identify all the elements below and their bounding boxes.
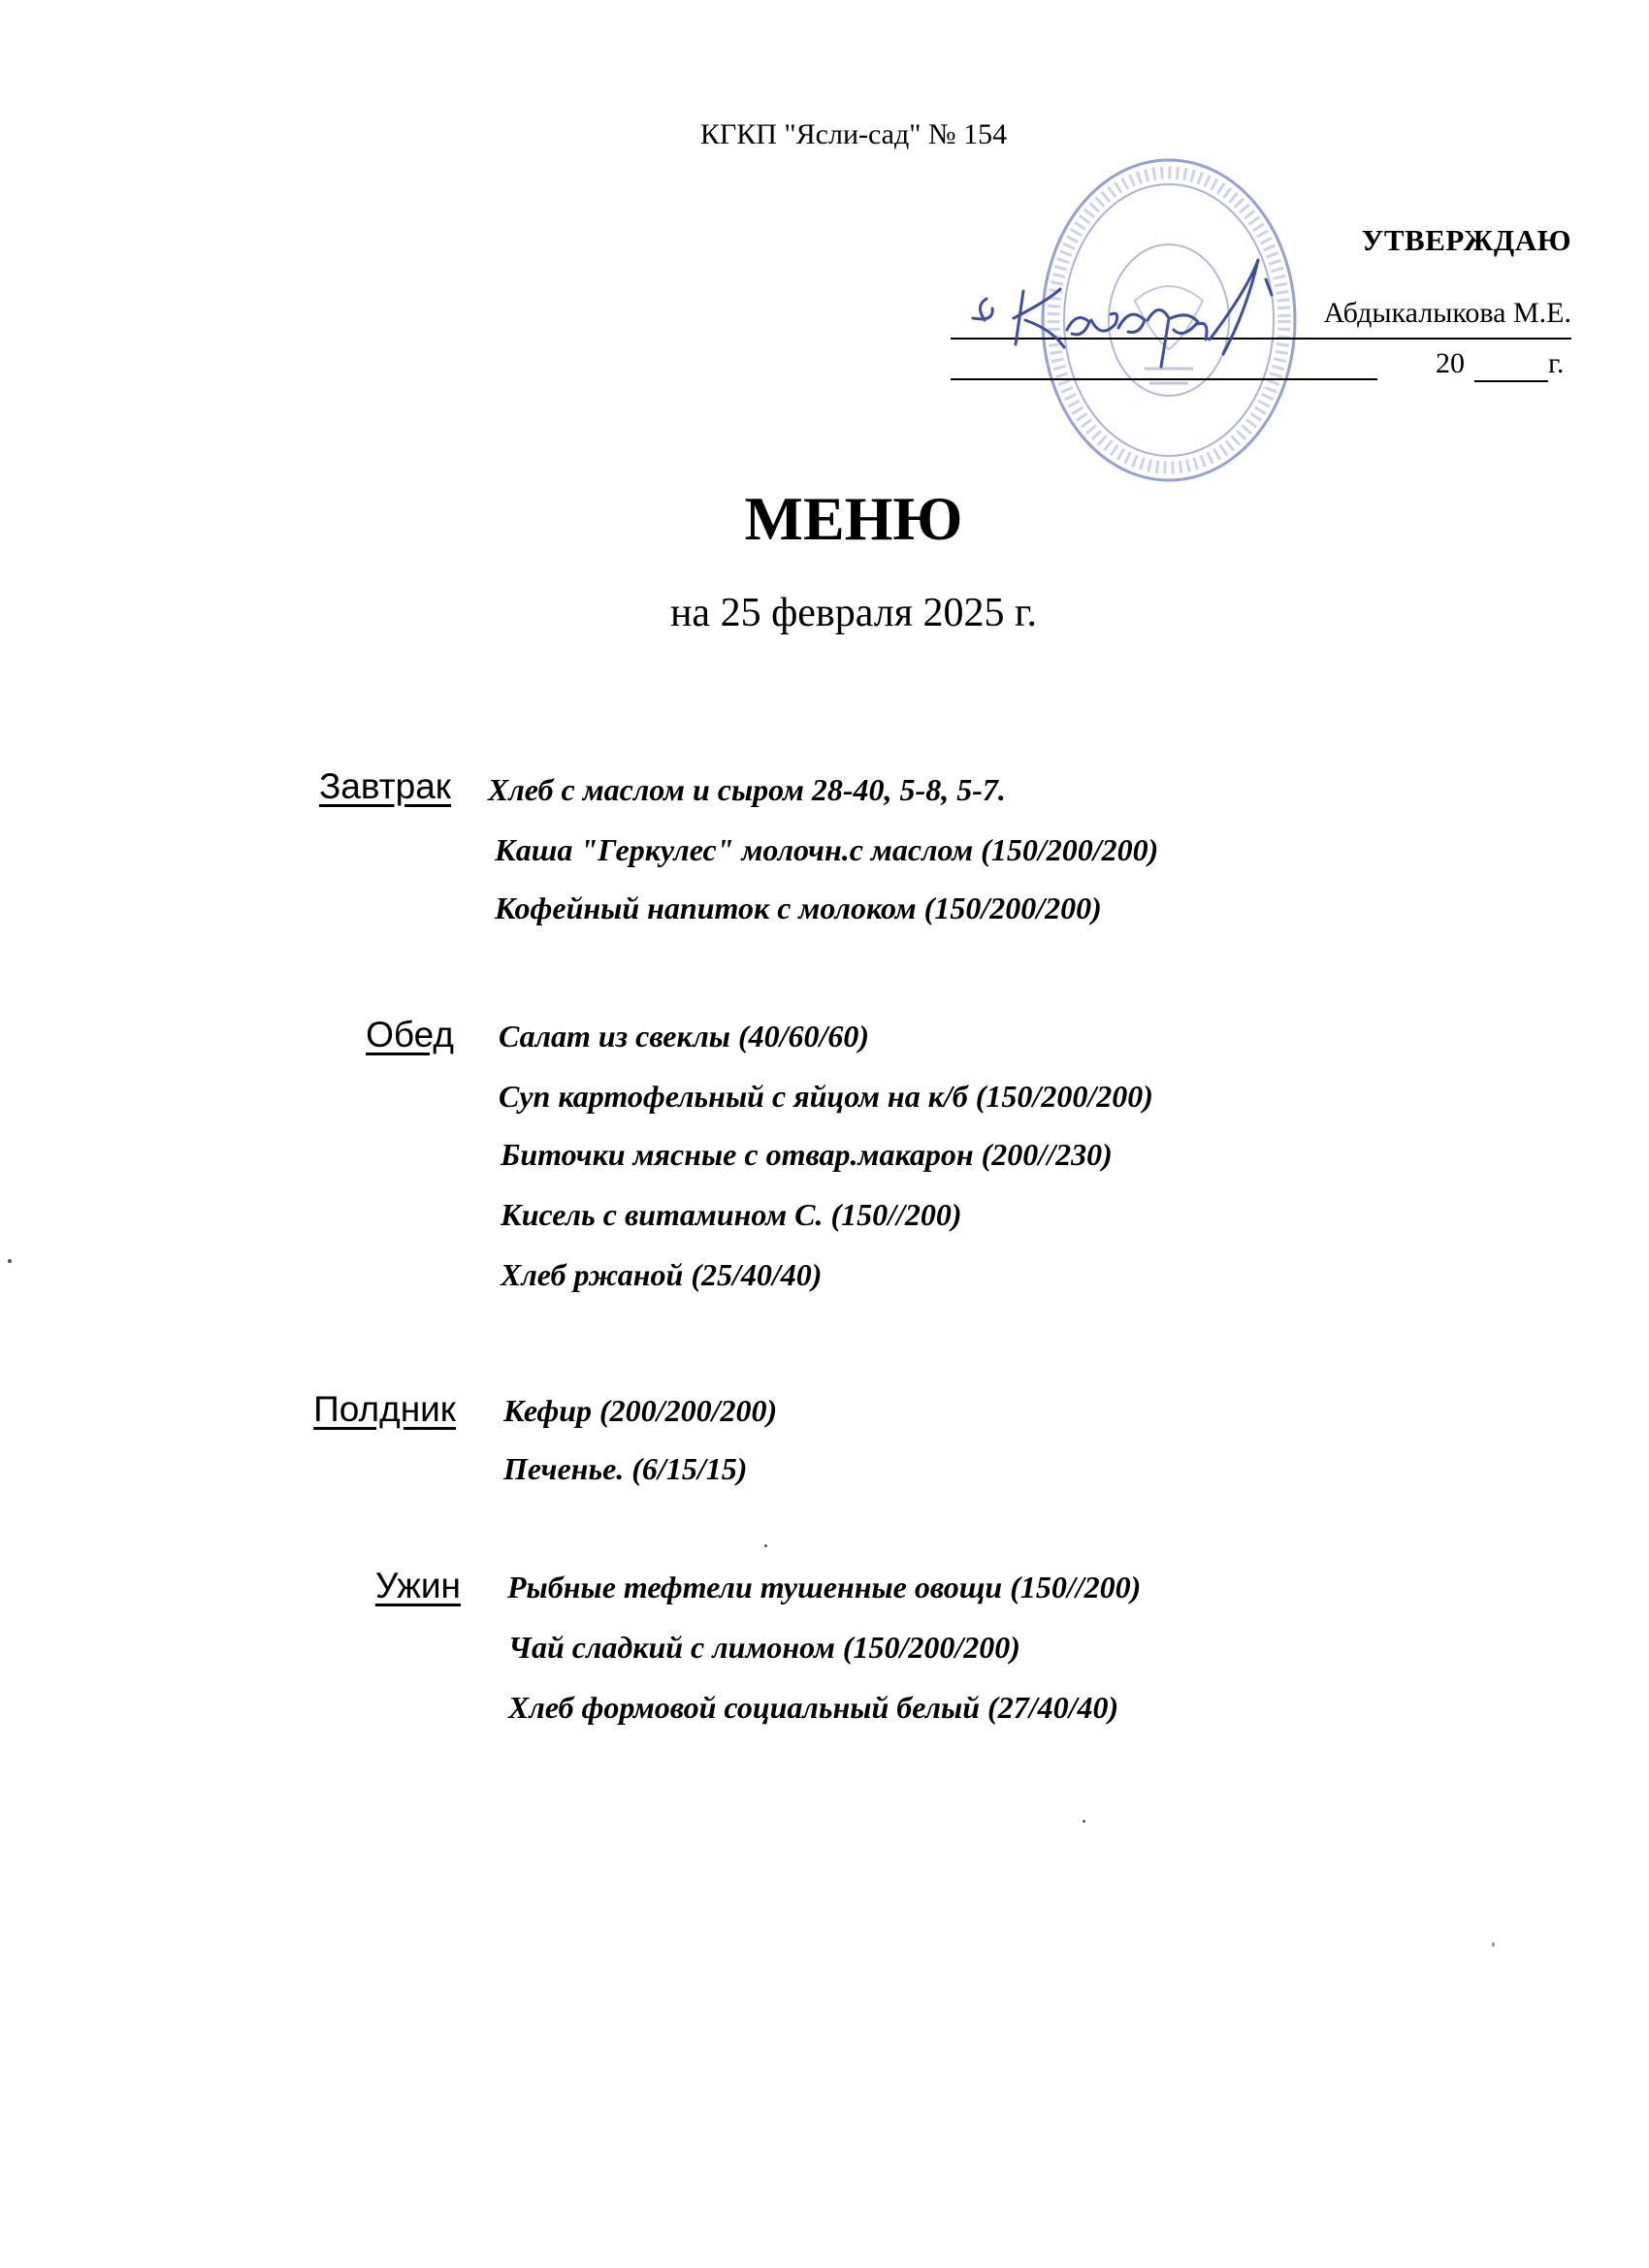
meal-label-lunch: Обед	[366, 1015, 454, 1054]
dish-item: Печенье. (6/15/15)	[503, 1451, 748, 1486]
dish-item: Кисель с витамином С. (150//200)	[501, 1197, 962, 1232]
date-line	[951, 378, 1377, 380]
page-title: МЕНЮ	[744, 484, 963, 553]
organization-name: КГКП "Ясли-сад" № 154	[699, 118, 1008, 150]
dish-item: Суп картофельный с яйцом на к/б (150/200/200)	[499, 1079, 1153, 1114]
dish-item: Кефир (200/200/200)	[503, 1393, 778, 1428]
scan-speck	[764, 1544, 767, 1547]
dish-item: Хлеб ржаной (25/40/40)	[501, 1257, 823, 1292]
dish-item: Каша "Геркулес" молочн.с маслом (150/200/200)	[495, 832, 1159, 867]
dish-item: Чай сладкий с лимоном (150/200/200)	[508, 1630, 1020, 1665]
meal-label-snack: Полдник	[313, 1389, 456, 1429]
scan-speck	[1492, 1942, 1495, 1947]
year-blank	[1474, 380, 1548, 382]
dish-item: Хлеб с маслом и сыром 28-40, 5-8, 5-7.	[488, 772, 1006, 807]
dish-item: Кофейный напиток с молоком (150/200/200)	[495, 891, 1102, 925]
menu-date: на 25 февраля 2025 г.	[669, 591, 1038, 635]
approver-name: Абдыкалыкова М.Е.	[1323, 297, 1571, 329]
scan-speck	[1083, 1820, 1085, 1823]
dish-item: Хлеб формовой социальный белый (27/40/40)	[508, 1690, 1119, 1725]
handwritten-signature	[955, 252, 1305, 378]
approve-heading: УТВЕРЖДАЮ	[1361, 223, 1571, 257]
dish-item: Рыбные тефтели тушенные овощи (150//200)	[507, 1570, 1142, 1604]
year-prefix: 20	[1436, 347, 1465, 379]
scan-speck	[8, 1259, 12, 1263]
year-suffix: г.	[1548, 347, 1565, 379]
dish-item: Биточки мясные с отвар.макарон (200//230)	[501, 1137, 1113, 1172]
meal-label-breakfast: Завтрак	[318, 766, 451, 806]
dish-item: Салат из свеклы (40/60/60)	[499, 1019, 870, 1053]
meal-label-dinner: Ужин	[374, 1566, 461, 1605]
